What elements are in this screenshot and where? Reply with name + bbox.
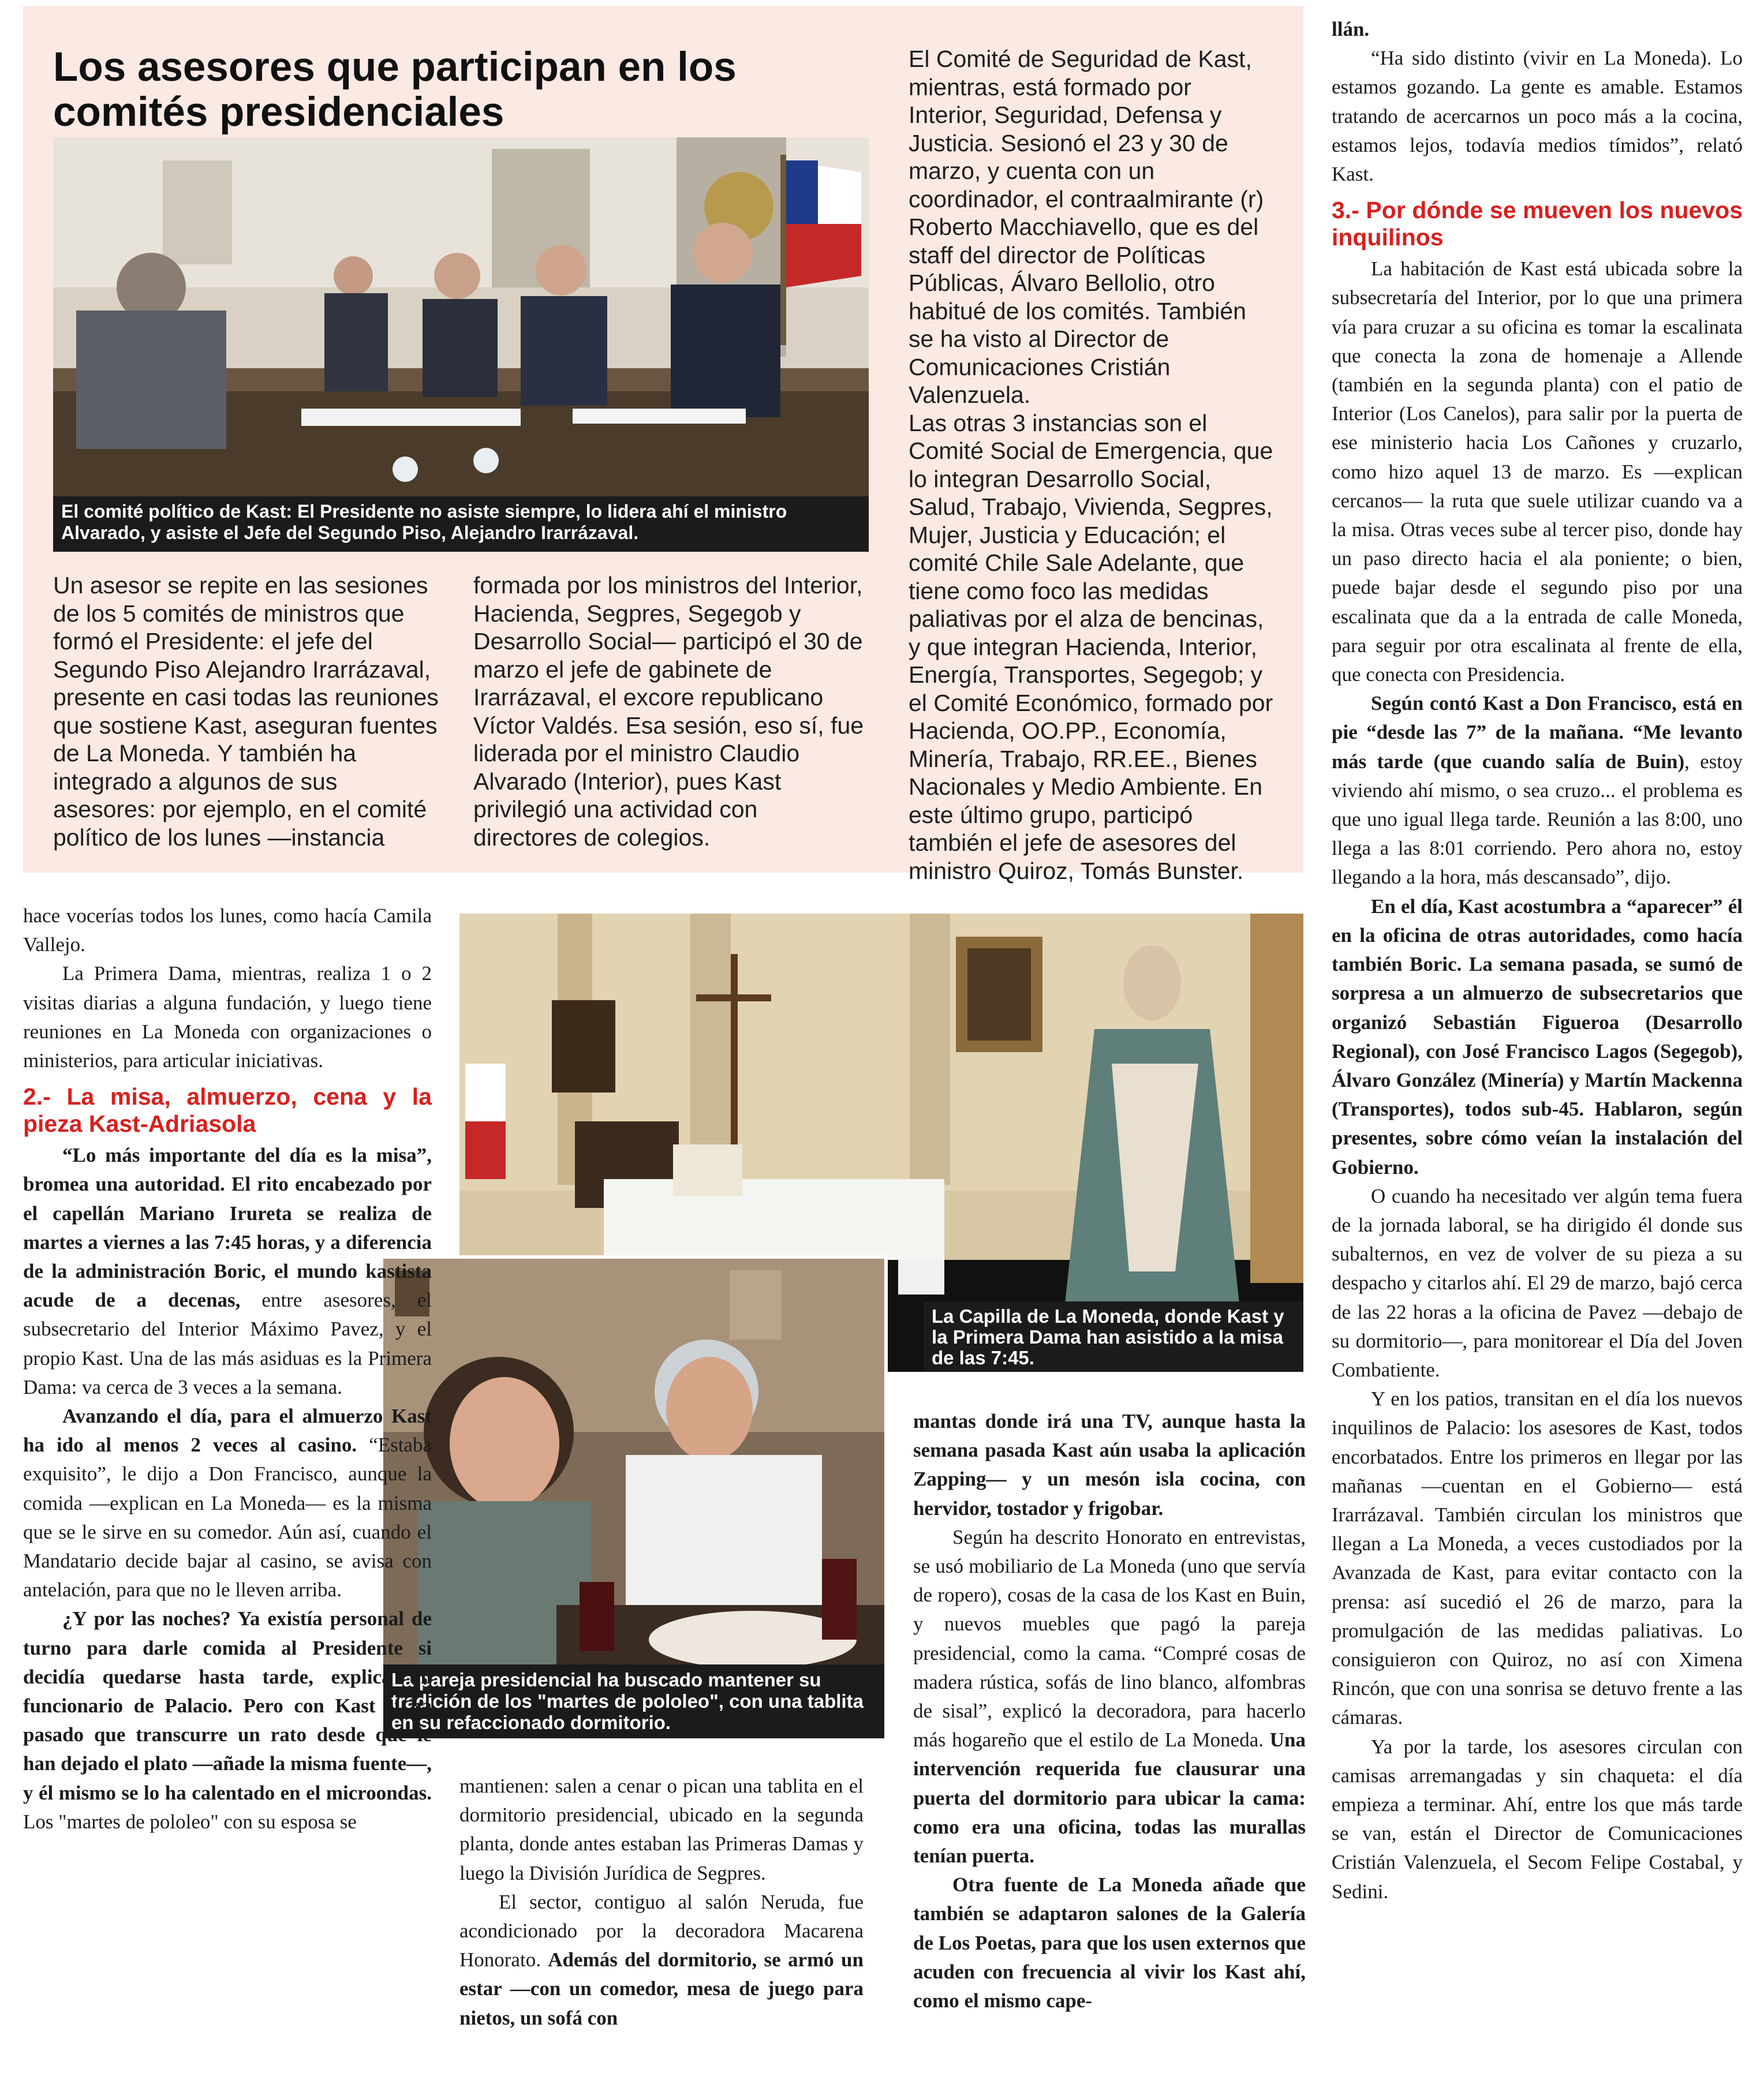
right-p2: La habitación de Kast está ubicada sobre la subsecretaría del Interior, por lo que una primera vía para cruzar a su oficina es tomar la escalinata que conecta la zona de homenaje a Allende (también en la segunda planta) con el patio de Interior (Los Canelos), para salir por la puerta de ese ministerio hacia Los Cañones y cruzarlo, como hizo aquel 13 de marzo. Es —explican cercanos— la ruta que suele utilizar cuando va a la misa. Otras veces sube al tercer piso, donde hay un paso directo hacia el ala poniente; o bien, puede bajar desde el segundo piso por una escalinata que da a la entrada de calle Moneda, para seguir por otra escalinata al frente de ella, que conecta con Presidencia.: [1332, 257, 1743, 686]
right-middle-p3: Otra fuente de La Moneda añade que también se adaptaron salones de la Galería de Los Poetas, para que los usen externos que acuden con frecuencia al vivir los Kast ahí, como el mismo cape-: [913, 1873, 1306, 2012]
box-column-3: [909, 45, 1277, 885]
committee-photo: [53, 137, 869, 496]
right-p0: llán.: [1332, 18, 1370, 40]
middle-column: [459, 1772, 864, 2033]
section-3-heading: 3.- Por dónde se mueven los nuevos inquilinos: [1332, 197, 1743, 251]
right-column: [1332, 15, 1743, 1906]
left-p3-rest: entre asesores, el subsecretario del Interior Máximo Pavez, y el propio Kast. Una de las más asiduas es la Primera Dama: va cerca de 3 veces a la semana.: [23, 1289, 432, 1398]
couple-photo-caption: La pareja presidencial ha buscado mantener su tradición de los "martes de pololeo", con una tablita en su refaccionado dormitorio.: [383, 1664, 884, 1738]
left-p4-rest: “Estaba exquisito”, le dijo a Don Francisco, aunque la comida —explican en La Moneda— es la misma que se le sirve en su comedor. Aún así, cuando el Mandatario decide bajar al casino, se avisa con antelación, para que no le lleven arriba.: [23, 1434, 432, 1602]
left-p5-rest: Los "martes de pololeo" con su esposa se: [23, 1810, 357, 1833]
right-middle-column: [913, 1407, 1306, 2015]
right-p4: En el día, Kast acostumbra a “aparecer” él en la oficina de otras autoridades, como hacía también Boric. La semana pasada, se sumó de sorpresa a un almuerzo de subsecretarios que organizó Sebastián Figueroa (Desarrollo Regional), con José Francisco Lagos (Segegob), Álvaro González (Minería) y Martín Mackenna (Transportes), todos sub-45. Hablaron, según presentes, sobre cómo veían la instalación del Gobierno.: [1332, 895, 1743, 1179]
chapel-photo-caption: La Capilla de La Moneda, donde Kast y la Primera Dama han asistido a la misa de las 7:45.: [924, 1301, 1303, 1372]
middle-p2-bold: Además del dormitorio, se armó un estar —con un comedor, mesa de juego para nietos, un sofá con: [459, 1948, 864, 2029]
right-p3-rest: , estoy viviendo ahí mismo, o sea cruzo... el problema es que uno igual llega tarde. Reunión a las 8:00, uno llega a las 8:01 corriendo. Pero ahora no, estoy llegando a la hora, más descansado”, dijo.: [1332, 750, 1743, 889]
section-2-heading: 2.- La misa, almuerzo, cena y la pieza Kast-Adriasola: [23, 1083, 432, 1138]
left-p1: hace vocerías todos los lunes, como hacía Camila Vallejo.: [23, 904, 432, 956]
right-middle-p2-bold: Una intervención requerida fue clausurar una puerta del dormitorio para ubicar la cama: como era una oficina, todas las murallas tenían puerta.: [913, 1729, 1306, 1868]
box-column-1-text: Un asesor se repite en las sesiones de los 5 comités de ministros que formó el Presidente: el jefe del Segundo Piso Alejandro Irarrázaval, presente en casi todas las reuniones que sostiene Kast, aseguran fuentes de La Moneda. Y también ha integrado a algunos de sus asesores: por ejemplo, en el comité político de los lunes —instancia: [53, 572, 439, 851]
box-column-3-p2: Las otras 3 instancias son el Comité Social de Emergencia, que lo integran Desarrollo Social, Salud, Trabajo, Vivienda, Segpres, Mujer, Justicia y Educación; el comité Chile Sale Adelante, que tiene como foco las medidas paliativas por el alza de bencinas, y que integran Hacienda, Interior, Energía, Transportes, Segegob; y el Comité Económico, formado por Hacienda, OO.PP., Economía, Minería, Trabajo, RR.EE., Bienes Nacionales y Medio Ambiente. En este último grupo, participó también el jefe de asesores del ministro Quiroz, Tomás Bunster.: [909, 409, 1273, 884]
box-column-3-p1: El Comité de Seguridad de Kast, mientras, está formado por Interior, Seguridad, Defensa y Justicia. Sesionó el 23 y 30 de marzo, y cuenta con un coordinador, el contraalmirante (r) Roberto Macchiavello, que es del staff del director de Políticas Públicas, Álvaro Bellolio, otro habitué de los comités. También se ha visto al Director de Comunicaciones Cristián Valenzuela.: [909, 46, 1264, 408]
right-middle-p2-rest: Según ha descrito Honorato en entrevistas, se usó mobiliario de La Moneda (uno que servía de ropero), cosas de la casa de los Kast en Buin, y nuevos muebles que pagó la pareja presidencial, como la cama. “Compré cosas de madera rústica, sofás de lino blanco, alfombras de sisal”, explicó la decoradora, para hacerlo más hogareño que el estilo de La Moneda.: [913, 1525, 1306, 1752]
committee-photo-caption: El comité político de Kast: El Presidente no asiste siempre, lo lidera ahí el ministro Alvarado, y asiste el Jefe del Segundo Piso, Alejandro Irarrázaval.: [53, 496, 869, 552]
right-middle-p1: mantas donde irá una TV, aunque hasta la semana pasada Kast aún usaba la aplicación Zapping— y un mesón isla cocina, con hervidor, tostador y frigobar.: [913, 1410, 1306, 1520]
left-p2: La Primera Dama, mientras, realiza 1 o 2 visitas diarias a alguna fundación, y luego tiene reuniones en La Moneda con organizaciones o ministerios, para articular iniciativas.: [23, 962, 432, 1072]
left-p4-bold: Avanzando el día, para el almuerzo Kast ha ido al menos 2 veces al casino.: [23, 1405, 432, 1457]
committee-photo-image: [53, 137, 869, 496]
middle-p1: mantienen: salen a cenar o pican una tablita en el dormitorio presidencial, ubicado en la segunda planta, donde antes estaban las Primeras Damas y luego la División Jurídica de Segpres.: [459, 1775, 864, 1884]
middle-p2-rest: El sector, contiguo al salón Neruda, fue acondicionado por la decoradora Macarena Honorato.: [459, 1890, 864, 1971]
left-column: [23, 901, 432, 1836]
right-p7: Ya por la tarde, los asesores circulan con camisas arremangadas y sin chaqueta: el día empieza a terminar. Ahí, entre los que más tarde se van, están el Director de Comunicaciones Cristián Valenzuela, el Secom Felipe Costabal, y Sedini.: [1332, 1735, 1743, 1903]
box-column-1: [53, 571, 446, 851]
right-p6: Y en los patios, transitan en el día los nuevos inquilinos de Palacio: los asesores de Kast, todos encorbatados. Entre los primeros en llegar por las mañanas —cuentan en el Gobierno— está Irarrázaval. También circulan los ministros que llegan a La Moneda, a veces custodiados por la Avanzada de Kast, para evitar contacto con la prensa: así sucedió el 26 de marzo, para la promulgación de las medidas paliativas. Lo consiguieron con Quiroz, no así con Ximena Rincón, que con una sonrisa se detuvo frente a las cámaras.: [1332, 1387, 1743, 1729]
left-p3-bold: “Lo más importante del día es la misa”, bromea una autoridad. El rito encabezado por el capellán Mariano Irureta se realiza de martes a viernes a las 7:45 horas, y a diferencia de la administración Boric, el mundo kastista acude de a decenas,: [23, 1144, 432, 1312]
right-p1: “Ha sido distinto (vivir en La Moneda). Lo estamos gozando. La gente es amable. Estamos tratando de acercarnos un poco más a la cocina, estamos lejos, todavía medios tímidos”, relató Kast.: [1332, 47, 1743, 186]
left-p5-bold: ¿Y por las noches? Ya existía personal de turno para darle comida al Presidente si decidía quedarse hasta tarde, explica un funcionario de Palacio. Pero con Kast sí ha pasado que transcurre un rato desde que le han dejado el plato —añade la misma fuente—, y él mismo se lo ha calentado en el microondas.: [23, 1607, 432, 1804]
right-p3-bold: Según contó Kast a Don Francisco, está en pie “desde las 7” de la mañana. “Me levanto más tarde (que cuando salía de Buin): [1332, 692, 1743, 773]
box-column-2-text: formada por los ministros del Interior, Hacienda, Segpres, Segegob y Desarrollo Social— participó el 30 de marzo el jefe de gabinete de Irarrázaval, el excore republicano Víctor Valdés. Esa sesión, eso sí, fue liderada por el ministro Claudio Alvarado (Interior), pues Kast privilegió una actividad con directores de colegios.: [473, 572, 864, 851]
box-column-2: [473, 571, 866, 851]
box-title: Los asesores que participan en los comités presidenciales: [53, 44, 737, 135]
right-p5: O cuando ha necesitado ver algún tema fuera de la jornada laboral, se ha dirigido él donde sus subalternos, en vez de volver de su pieza a su despacho y citarlos ahí. El 29 de marzo, bajó cerca de las 22 horas a la oficina de Pavez —debajo de su dormitorio—, para monitorear el Día del Joven Combatiente.: [1332, 1184, 1743, 1381]
